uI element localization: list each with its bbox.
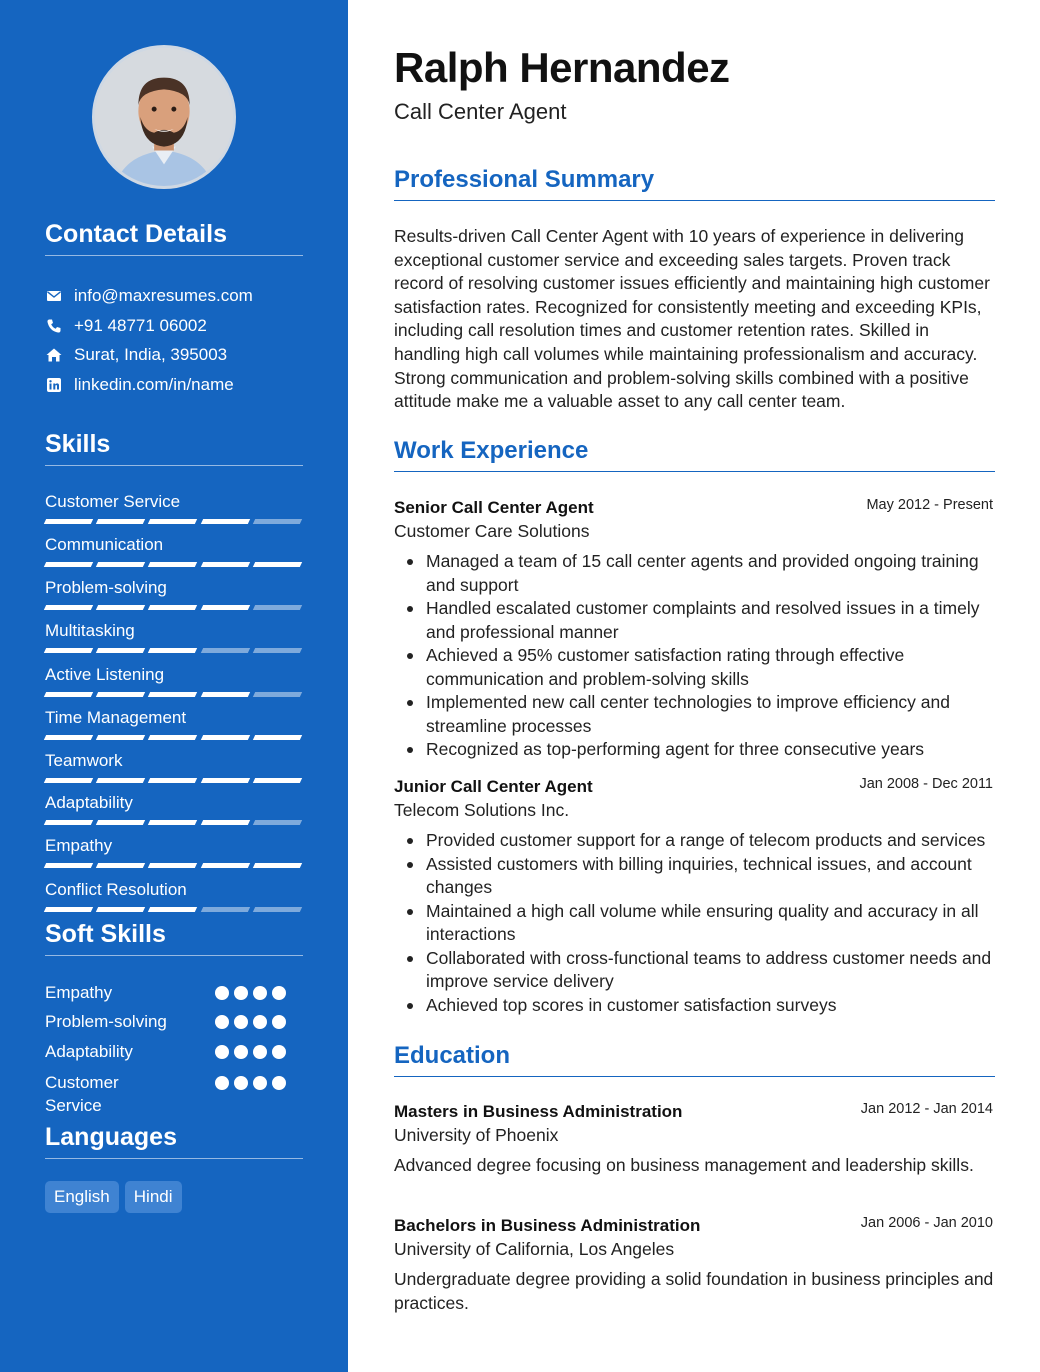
soft-skill-rating bbox=[215, 986, 286, 1000]
skill-level-segment bbox=[96, 562, 146, 567]
list-item: Managed a team of 15 call center agents and provided ongoing training and support bbox=[394, 550, 995, 597]
rating-dot bbox=[272, 1076, 286, 1090]
job-dates: Jan 2008 - Dec 2011 bbox=[859, 776, 993, 792]
rating-dot bbox=[234, 1015, 248, 1029]
rating-dot bbox=[253, 1045, 267, 1059]
skill-level-segment bbox=[148, 605, 198, 610]
list-item: Collaborated with cross-functional teams to address customer needs and improve service delivery bbox=[394, 947, 995, 994]
job-company: Telecom Solutions Inc. bbox=[394, 800, 570, 820]
rating-dot bbox=[272, 1015, 286, 1029]
skill-item bbox=[45, 664, 301, 697]
skill-level-bar bbox=[45, 820, 301, 825]
skill-level-segment bbox=[253, 692, 303, 697]
rating-dot bbox=[215, 1045, 229, 1059]
skill-level-segment bbox=[253, 778, 303, 783]
soft-skill-name: Problem-solving bbox=[45, 1012, 167, 1031]
skill-level-segment bbox=[253, 605, 303, 610]
skill-level-bar bbox=[45, 907, 301, 912]
soft-skill-item bbox=[45, 1040, 295, 1064]
rating-dot bbox=[234, 1076, 248, 1090]
skill-level-segment bbox=[200, 648, 250, 653]
skill-level-segment bbox=[148, 735, 198, 740]
job-bullets bbox=[394, 829, 995, 1017]
skill-item bbox=[45, 491, 301, 524]
degree-description: Advanced degree focusing on business management and leadership skills. bbox=[394, 1155, 974, 1175]
skill-item bbox=[45, 835, 301, 868]
skill-level-segment bbox=[253, 907, 303, 912]
skill-item bbox=[45, 750, 301, 783]
skill-item bbox=[45, 879, 301, 912]
list-item: Maintained a high call volume while ensuring quality and accuracy in all interactions bbox=[394, 900, 995, 947]
languages-heading: Languages bbox=[45, 1123, 303, 1159]
list-item: Handled escalated customer complaints and resolved issues in a timely and professional manner bbox=[394, 597, 995, 644]
skill-level-segment bbox=[148, 863, 198, 868]
skill-name: Conflict Resolution bbox=[45, 880, 187, 899]
education-heading: Education bbox=[394, 1042, 995, 1077]
rating-dot bbox=[215, 986, 229, 1000]
soft-skill-name: Empathy bbox=[45, 983, 113, 1002]
skill-level-segment bbox=[200, 519, 250, 524]
rating-dot bbox=[234, 986, 248, 1000]
skill-level-segment bbox=[44, 735, 94, 740]
skill-level-segment bbox=[200, 820, 250, 825]
skill-level-segment bbox=[96, 519, 146, 524]
skill-name: Teamwork bbox=[45, 751, 123, 770]
skill-level-segment bbox=[44, 648, 94, 653]
skill-level-segment bbox=[96, 605, 146, 610]
skill-level-segment bbox=[253, 562, 303, 567]
degree-dates: Jan 2012 - Jan 2014 bbox=[860, 1101, 993, 1117]
rating-dot bbox=[234, 1045, 248, 1059]
summary-heading: Professional Summary bbox=[394, 166, 995, 201]
skill-level-segment bbox=[253, 863, 303, 868]
soft-skill-item bbox=[45, 981, 295, 1005]
skill-level-bar bbox=[45, 863, 301, 868]
skill-name: Multitasking bbox=[45, 621, 135, 640]
soft-skills-heading: Soft Skills bbox=[45, 920, 303, 956]
soft-skill-name: Customer Service bbox=[45, 1073, 119, 1115]
skill-level-segment bbox=[200, 863, 250, 868]
skill-level-segment bbox=[200, 605, 250, 610]
skill-level-segment bbox=[96, 863, 146, 868]
rating-dot bbox=[253, 986, 267, 1000]
list-item: Implemented new call center technologies to improve efficiency and streamline processes bbox=[394, 691, 995, 738]
contact-linkedin[interactable] bbox=[45, 374, 234, 396]
skill-level-bar bbox=[45, 519, 301, 524]
skill-level-bar bbox=[45, 735, 301, 740]
degree-dates: Jan 2006 - Jan 2010 bbox=[860, 1215, 993, 1231]
skill-level-segment bbox=[200, 735, 250, 740]
skill-level-segment bbox=[96, 778, 146, 783]
skill-level-segment bbox=[200, 778, 250, 783]
candidate-name: Ralph Hernandez bbox=[394, 44, 730, 91]
skill-level-bar bbox=[45, 692, 301, 697]
contact-linkedin-text: linkedin.com/in/name bbox=[74, 375, 234, 394]
linkedin-icon bbox=[45, 376, 63, 394]
contact-heading: Contact Details bbox=[45, 220, 303, 256]
soft-skill-rating bbox=[215, 1045, 286, 1059]
skill-level-bar bbox=[45, 562, 301, 567]
skill-level-segment bbox=[96, 648, 146, 653]
skill-level-segment bbox=[253, 519, 303, 524]
skill-name: Customer Service bbox=[45, 492, 181, 511]
soft-skill-item bbox=[45, 1071, 295, 1117]
envelope-icon bbox=[45, 287, 63, 305]
skill-level-segment bbox=[96, 692, 146, 697]
skill-level-segment bbox=[44, 562, 94, 567]
rating-dot bbox=[272, 986, 286, 1000]
skill-item bbox=[45, 577, 301, 610]
skills-heading: Skills bbox=[45, 430, 303, 466]
rating-dot bbox=[253, 1076, 267, 1090]
summary-text: Results-driven Call Center Agent with 10 years of experience in delivering exceptional customer service and exceeding sales targets. Proven track record of resolving customer issues efficiently and maintaining high customer satisfaction rates. Recognized for consistently meeting and exceeding KPIs, including call resolution times and customer retention rates. Skilled in handling high call volumes while maintaining professionalism and accuracy. Strong communication and problem-solving skills combined with a positive attitude make me a valuable asset to any call center team. bbox=[394, 226, 990, 412]
skill-name: Time Management bbox=[45, 708, 187, 727]
degree-title: Masters in Business Administration bbox=[394, 1102, 683, 1121]
degree-description: Undergraduate degree providing a solid foundation in business principles and practices. bbox=[394, 1269, 994, 1313]
list-item: Achieved top scores in customer satisfaction surveys bbox=[394, 994, 995, 1018]
skill-name: Empathy bbox=[45, 836, 113, 855]
contact-address-text: Surat, India, 395003 bbox=[74, 345, 228, 364]
skill-level-bar bbox=[45, 778, 301, 783]
skill-level-segment bbox=[44, 778, 94, 783]
skill-level-segment bbox=[44, 863, 94, 868]
contact-phone-text: +91 48771 06002 bbox=[74, 316, 207, 335]
list-item: Achieved a 95% customer satisfaction rating through effective communication and problem-solving skills bbox=[394, 644, 995, 691]
contact-address bbox=[45, 344, 227, 366]
skill-level-segment bbox=[44, 605, 94, 610]
soft-skill-rating bbox=[215, 1076, 286, 1090]
skill-level-segment bbox=[44, 692, 94, 697]
skill-level-segment bbox=[148, 820, 198, 825]
school-name: University of Phoenix bbox=[394, 1125, 559, 1145]
skill-level-segment bbox=[148, 519, 198, 524]
skill-item bbox=[45, 707, 301, 740]
skill-level-segment bbox=[148, 648, 198, 653]
contact-email[interactable] bbox=[45, 285, 253, 307]
soft-skill-name: Adaptability bbox=[45, 1042, 133, 1061]
languages-list bbox=[45, 1181, 182, 1213]
profile-photo bbox=[95, 48, 233, 186]
job-company: Customer Care Solutions bbox=[394, 521, 590, 541]
skill-level-segment bbox=[44, 907, 94, 912]
school-name: University of California, Los Angeles bbox=[394, 1239, 675, 1259]
rating-dot bbox=[215, 1076, 229, 1090]
job-bullets bbox=[394, 550, 995, 762]
list-item: Assisted customers with billing inquiries, technical issues, and account changes bbox=[394, 853, 995, 900]
skill-level-segment bbox=[200, 692, 250, 697]
skill-level-segment bbox=[253, 735, 303, 740]
skill-level-segment bbox=[44, 820, 94, 825]
skill-level-segment bbox=[96, 907, 146, 912]
skill-level-bar bbox=[45, 605, 301, 610]
skill-item bbox=[45, 792, 301, 825]
skill-level-bar bbox=[45, 648, 301, 653]
soft-skill-rating bbox=[215, 1015, 286, 1029]
skill-level-segment bbox=[253, 648, 303, 653]
skill-level-segment bbox=[253, 820, 303, 825]
rating-dot bbox=[215, 1015, 229, 1029]
rating-dot bbox=[253, 1015, 267, 1029]
skill-item bbox=[45, 534, 301, 567]
experience-heading: Work Experience bbox=[394, 437, 995, 472]
skill-level-segment bbox=[148, 778, 198, 783]
skill-level-segment bbox=[200, 562, 250, 567]
degree-title: Bachelors in Business Administration bbox=[394, 1216, 701, 1235]
skill-level-segment bbox=[200, 907, 250, 912]
language-tag: English bbox=[45, 1181, 119, 1213]
skill-name: Communication bbox=[45, 535, 164, 554]
home-icon bbox=[45, 346, 63, 364]
candidate-title: Call Center Agent bbox=[394, 99, 567, 124]
job-title: Junior Call Center Agent bbox=[394, 777, 593, 796]
language-tag: Hindi bbox=[125, 1181, 182, 1213]
skill-level-segment bbox=[44, 519, 94, 524]
sidebar bbox=[0, 0, 348, 1372]
skill-name: Problem-solving bbox=[45, 578, 167, 597]
rating-dot bbox=[272, 1045, 286, 1059]
skill-level-segment bbox=[148, 907, 198, 912]
list-item: Provided customer support for a range of telecom products and services bbox=[394, 829, 995, 853]
contact-phone[interactable] bbox=[45, 315, 207, 337]
job-dates: May 2012 - Present bbox=[866, 497, 993, 513]
skill-level-segment bbox=[96, 820, 146, 825]
phone-icon bbox=[45, 317, 63, 335]
skill-name: Active Listening bbox=[45, 665, 165, 684]
soft-skill-item bbox=[45, 1010, 295, 1034]
avatar bbox=[92, 45, 236, 189]
skill-level-segment bbox=[148, 562, 198, 567]
skill-level-segment bbox=[96, 735, 146, 740]
list-item: Recognized as top-performing agent for three consecutive years bbox=[394, 738, 995, 762]
skill-item bbox=[45, 620, 301, 653]
contact-email-text: info@maxresumes.com bbox=[74, 286, 253, 305]
job-title: Senior Call Center Agent bbox=[394, 498, 594, 517]
skill-level-segment bbox=[148, 692, 198, 697]
skill-name: Adaptability bbox=[45, 793, 133, 812]
